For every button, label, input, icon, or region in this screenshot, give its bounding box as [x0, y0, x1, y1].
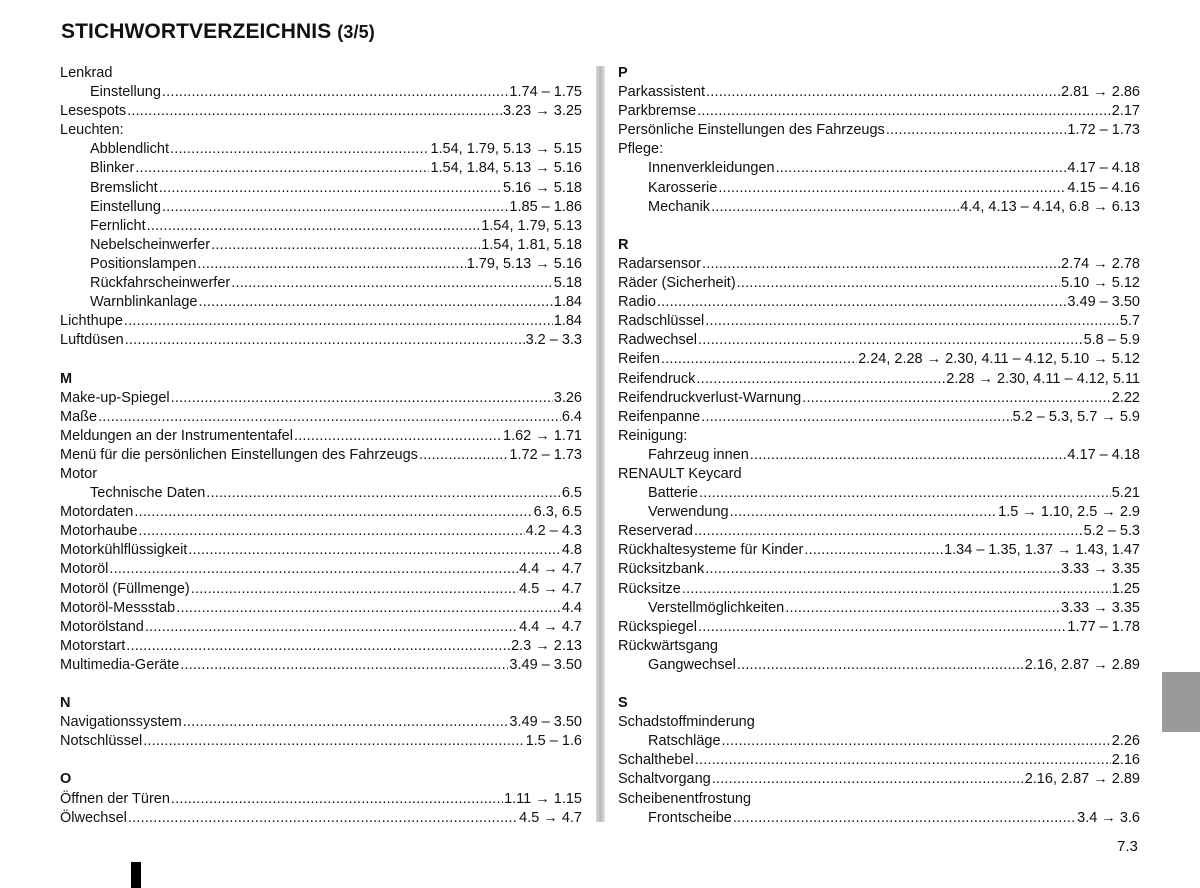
dot-leader [147, 217, 481, 236]
index-page-refs: 3.2 – 3.3 [525, 332, 582, 349]
index-entry [60, 580, 582, 599]
index-term: Motor [60, 465, 98, 482]
index-page-refs: 1.62 → 1.71 [503, 427, 582, 444]
index-term: Maße [60, 408, 98, 425]
index-term: Notschlüssel [60, 733, 143, 750]
index-page-refs: 4.4, 4.13 – 4.14, 6.8 → 6.13 [960, 198, 1140, 215]
index-page-refs: 3.33 → 3.35 [1061, 561, 1140, 578]
index-page-refs: 4.15 – 4.16 [1067, 179, 1140, 196]
index-entry [60, 389, 582, 408]
index-entry [60, 121, 582, 140]
dot-leader [776, 159, 1067, 178]
dot-leader [886, 121, 1067, 140]
index-page-refs: 4.5 → 4.7 [519, 580, 582, 597]
section-gap [60, 350, 582, 369]
dot-leader [134, 503, 532, 522]
index-page-refs: 1.85 – 1.86 [509, 198, 582, 215]
index-entry [60, 465, 582, 484]
dot-leader [171, 790, 503, 809]
dot-leader [135, 159, 429, 178]
index-page-refs: 2.16, 2.87 → 2.89 [1024, 656, 1140, 673]
dot-leader [750, 446, 1067, 465]
index-subentry [618, 198, 1140, 217]
index-entry [60, 503, 582, 522]
index-entry [618, 389, 1140, 408]
index-subentry [60, 484, 582, 503]
index-term: Einstellung [90, 84, 161, 101]
index-letter-heading: P [618, 65, 628, 81]
dot-leader [162, 83, 508, 102]
dot-leader [702, 255, 1060, 274]
index-entry [60, 637, 582, 656]
index-term: Pflege: [618, 141, 664, 158]
index-subentry [618, 656, 1140, 675]
index-entry [618, 350, 1140, 369]
index-term: Verstellmöglichkeiten [648, 599, 785, 616]
index-term: Positionslampen [90, 255, 197, 272]
dot-leader [126, 637, 510, 656]
dot-leader [183, 713, 509, 732]
index-letter-heading: N [60, 695, 71, 712]
index-entry [618, 790, 1140, 809]
index-page-refs: 2.74 → 2.78 [1061, 255, 1140, 272]
index-entry [618, 751, 1140, 770]
dot-leader [712, 770, 1024, 789]
index-page-refs: 6.3, 6.5 [533, 504, 582, 521]
index-page-refs: 1.34 – 1.35, 1.37 → 1.43, 1.47 [944, 542, 1140, 559]
index-term: Radarsensor [618, 255, 702, 272]
dot-leader [125, 331, 525, 350]
index-entry [618, 618, 1140, 637]
index-column-right [618, 64, 1140, 828]
index-entry [618, 102, 1140, 121]
index-subentry [60, 293, 582, 312]
index-term: Schaltvorgang [618, 771, 711, 788]
index-page-refs: 3.49 – 3.50 [509, 656, 582, 673]
dot-leader [159, 179, 502, 198]
index-term: Reifen [618, 351, 660, 368]
index-entry [618, 274, 1140, 293]
index-page-refs: 3.49 – 3.50 [509, 714, 582, 731]
dot-leader [737, 274, 1060, 293]
index-term: Einstellung [90, 198, 161, 215]
index-page-refs: 2.26 [1111, 733, 1140, 750]
index-subentry [618, 599, 1140, 618]
index-term: Radschlüssel [618, 313, 705, 330]
index-page-refs: 1.54, 1.79, 5.13 [481, 217, 582, 234]
index-page-refs: 1.54, 1.79, 5.13 → 5.15 [430, 141, 582, 158]
dot-leader [294, 427, 502, 446]
index-page-refs: 5.2 – 5.3 [1083, 523, 1140, 540]
dot-leader [696, 370, 945, 389]
index-entry [60, 331, 582, 350]
index-term: Motoröl [60, 561, 109, 578]
print-mark [131, 862, 141, 888]
index-term: Gangwechsel [648, 656, 736, 673]
index-page-refs: 4.5 → 4.7 [519, 809, 582, 826]
index-term: Karosserie [648, 179, 718, 196]
index-subentry [618, 732, 1140, 751]
index-term: Menü für die persönlichen Einstellungen des Fahrzeugs [60, 446, 418, 463]
index-page-refs: 3.26 [553, 389, 582, 406]
index-entry [60, 656, 582, 675]
index-page-refs: 2.22 [1111, 389, 1140, 406]
index-subentry [618, 446, 1140, 465]
index-term: Radio [618, 294, 656, 311]
page-title-text: STICHWORTVERZEICHNIS [61, 20, 332, 43]
chapter-tab [1162, 672, 1200, 732]
index-entry [618, 121, 1140, 140]
index-page-refs: 5.21 [1111, 485, 1140, 502]
index-term: Parkassistent [618, 84, 706, 101]
index-subentry [618, 179, 1140, 198]
index-term: Lichthupe [60, 313, 123, 330]
index-page-refs: 1.84 [553, 294, 582, 311]
index-page-refs: 1.5 → 1.10, 2.5 → 2.9 [998, 504, 1140, 521]
index-entry [60, 64, 582, 83]
index-subentry [60, 140, 582, 159]
index-page-refs: 1.54, 1.84, 5.13 → 5.16 [430, 160, 582, 177]
index-page-refs: 2.16 [1111, 752, 1140, 769]
index-page-refs: 5.8 – 5.9 [1083, 332, 1140, 349]
index-subentry [60, 274, 582, 293]
dot-leader [143, 732, 524, 751]
index-term: Frontscheibe [648, 809, 732, 826]
dot-leader [191, 580, 518, 599]
index-entry [618, 637, 1140, 656]
dot-leader [98, 408, 561, 427]
index-entry [60, 102, 582, 121]
index-page-refs: 4.4 [561, 599, 582, 616]
page-title [61, 20, 375, 44]
index-entry [60, 446, 582, 465]
index-subentry [618, 484, 1140, 503]
index-page-refs: 1.11 → 1.15 [504, 790, 582, 807]
index-entry [618, 312, 1140, 331]
index-term: Technische Daten [90, 485, 206, 502]
index-term: Radwechsel [618, 332, 697, 349]
index-entry [618, 427, 1140, 446]
index-term: Blinker [90, 160, 135, 177]
index-entry [60, 732, 582, 751]
index-entry [60, 713, 582, 732]
index-term: Navigationssystem [60, 714, 182, 731]
dot-leader [197, 255, 465, 274]
index-term: Reserverad [618, 523, 693, 540]
index-entry [60, 790, 582, 809]
index-term: Motorölstand [60, 618, 144, 635]
index-entry [618, 522, 1140, 541]
dot-leader [730, 503, 998, 522]
index-term: Motoröl (Füllmenge) [60, 580, 190, 597]
index-entry [60, 618, 582, 637]
index-entry [60, 599, 582, 618]
index-entry [60, 312, 582, 331]
index-term: RENAULT Keycard [618, 465, 742, 482]
index-term: Scheibenentfrostung [618, 790, 752, 807]
dot-leader [176, 599, 561, 618]
index-term: Lenkrad [60, 65, 113, 81]
index-entry [618, 83, 1140, 102]
index-page-refs: 1.79, 5.13 → 5.16 [466, 255, 582, 272]
page-title-part: (3/5) [337, 22, 375, 42]
dot-leader [171, 389, 553, 408]
dot-leader [733, 809, 1076, 828]
index-term: Fernlicht [90, 217, 146, 234]
index-term: Batterie [648, 485, 698, 502]
index-term: Reinigung: [618, 427, 688, 444]
index-term: Persönliche Einstellungen des Fahrzeugs [618, 122, 885, 139]
index-term: Reifendruckverlust-Warnung [618, 389, 802, 406]
dot-leader [231, 274, 553, 293]
dot-leader [737, 656, 1024, 675]
index-term: Rücksitze [618, 580, 681, 597]
index-page-refs: 2.17 [1111, 103, 1140, 120]
index-term: Motordaten [60, 504, 134, 521]
index-term: Rücksitzbank [618, 561, 705, 578]
index-entry [618, 331, 1140, 350]
index-entry [618, 370, 1140, 389]
index-letter-heading: M [60, 370, 73, 387]
index-term: Leuchten: [60, 122, 124, 139]
dot-leader [804, 541, 943, 560]
index-page-refs: 4.4 → 4.7 [519, 561, 582, 578]
column-divider [596, 66, 605, 822]
dot-leader [162, 198, 508, 217]
index-term: Motorstart [60, 637, 126, 654]
dot-leader [698, 331, 1083, 350]
index-page-refs: 4.4 → 4.7 [519, 618, 582, 635]
index-page-refs: 5.2 – 5.3, 5.7 → 5.9 [1012, 408, 1140, 425]
index-term: Abblendlicht [90, 141, 169, 158]
dot-leader [694, 522, 1083, 541]
index-letter-heading: O [60, 771, 72, 788]
dot-leader [206, 484, 561, 503]
index-page-refs: 2.3 → 2.13 [511, 637, 582, 654]
index-page-refs: 4.8 [561, 542, 582, 559]
index-subentry [60, 179, 582, 198]
dot-leader [188, 541, 561, 560]
index-page-refs: 3.49 – 3.50 [1067, 294, 1140, 311]
index-page-refs: 1.84 [553, 313, 582, 330]
index-entry [618, 465, 1140, 484]
index-term: Luftdüsen [60, 332, 124, 349]
index-term: Ölwechsel [60, 809, 127, 826]
index-letter-heading: R [618, 236, 629, 253]
dot-leader [211, 236, 480, 255]
index-page-refs: 1.72 – 1.73 [509, 446, 582, 463]
index-page-refs: 3.4 → 3.6 [1077, 809, 1140, 826]
dot-leader [661, 350, 857, 369]
index-term: Fahrzeug innen [648, 446, 749, 463]
index-term: Schadstoffminderung [618, 714, 755, 731]
index-term: Räder (Sicherheit) [618, 275, 736, 292]
index-term: Ratschläge [648, 733, 721, 750]
index-entry [618, 255, 1140, 274]
dot-leader [722, 732, 1111, 751]
dot-leader [657, 293, 1067, 312]
index-page-refs: 6.4 [561, 408, 582, 425]
index-entry [60, 541, 582, 560]
index-subentry [60, 198, 582, 217]
index-entry [618, 140, 1140, 159]
dot-leader [138, 522, 524, 541]
dot-leader [198, 293, 552, 312]
index-subentry [618, 809, 1140, 828]
index-term: Multimedia-Geräte [60, 656, 180, 673]
index-term: Meldungen an der Instrumententafel [60, 427, 293, 444]
index-term: Innenverkleidungen [648, 160, 775, 177]
dot-leader [682, 580, 1111, 599]
index-page-refs: 3.23 → 3.25 [503, 103, 582, 120]
index-entry [618, 770, 1140, 789]
dot-leader [699, 484, 1111, 503]
index-term: Make-up-Spiegel [60, 389, 170, 406]
dot-leader [698, 618, 1066, 637]
index-page-refs: 2.81 → 2.86 [1061, 84, 1140, 101]
dot-leader [124, 312, 553, 331]
index-term: Nebelscheinwerfer [90, 236, 211, 253]
index-page-refs: 1.5 – 1.6 [525, 733, 582, 750]
index-page-refs: 2.24, 2.28 → 2.30, 4.11 – 4.12, 5.10 → 5.12 [858, 351, 1140, 368]
index-entry [60, 809, 582, 828]
dot-leader [705, 560, 1060, 579]
dot-leader [785, 599, 1060, 618]
index-term: Parkbremse [618, 103, 697, 120]
index-subentry [60, 236, 582, 255]
index-term: Rückspiegel [618, 618, 697, 635]
index-term: Verwendung [648, 504, 729, 521]
section-gap [618, 675, 1140, 694]
index-entry [618, 541, 1140, 560]
index-page-refs: 5.16 → 5.18 [503, 179, 582, 196]
index-entry [618, 580, 1140, 599]
section-gap [618, 217, 1140, 236]
dot-leader [711, 198, 959, 217]
index-page-refs: 5.7 [1119, 313, 1140, 330]
index-subentry [618, 503, 1140, 522]
index-page-refs: 1.74 – 1.75 [509, 84, 582, 101]
index-term: Motoröl-Messstab [60, 599, 176, 616]
index-term: Bremslicht [90, 179, 158, 196]
dot-leader [695, 751, 1111, 770]
index-page-refs: 4.17 – 4.18 [1067, 160, 1140, 177]
index-page-refs: 4.2 – 4.3 [525, 523, 582, 540]
index-page-refs: 2.16, 2.87 → 2.89 [1024, 771, 1140, 788]
index-term: Motorhaube [60, 523, 138, 540]
dot-leader [109, 560, 518, 579]
index-entry [60, 522, 582, 541]
index-term: Reifendruck [618, 370, 696, 387]
index-entry [618, 560, 1140, 579]
dot-leader [706, 83, 1060, 102]
index-page-refs: 6.5 [561, 485, 582, 502]
index-page-refs: 1.54, 1.81, 5.18 [481, 236, 582, 253]
index-letter-heading: S [618, 695, 628, 712]
index-term: Motorkühlflüssigkeit [60, 542, 188, 559]
dot-leader [701, 408, 1011, 427]
dot-leader [419, 446, 509, 465]
index-term: Reifenpanne [618, 408, 701, 425]
page-number: 7.3 [1117, 838, 1138, 855]
index-column-left [60, 64, 582, 828]
index-entry [618, 293, 1140, 312]
index-page-refs: 2.28 → 2.30, 4.11 – 4.12, 5.11 [946, 370, 1140, 387]
dot-leader [170, 140, 429, 159]
dot-leader [705, 312, 1119, 331]
section-gap [60, 751, 582, 770]
index-page-refs: 1.25 [1111, 580, 1140, 597]
index-subentry [60, 159, 582, 178]
dot-leader [697, 102, 1111, 121]
index-term: Warnblinkanlage [90, 294, 198, 311]
index-page-refs: 3.33 → 3.35 [1061, 599, 1140, 616]
index-entry [60, 408, 582, 427]
index-entry [60, 427, 582, 446]
section-gap [60, 675, 582, 694]
index-term: Lesespots [60, 103, 127, 120]
index-subentry [618, 159, 1140, 178]
dot-leader [802, 389, 1111, 408]
index-term: Rückwärtsgang [618, 637, 718, 654]
index-term: Schalthebel [618, 752, 694, 769]
index-page-refs: 1.77 – 1.78 [1067, 618, 1140, 635]
index-page-refs: 5.10 → 5.12 [1061, 275, 1140, 292]
index-subentry [60, 217, 582, 236]
index-term: Öffnen der Türen [60, 790, 170, 807]
dot-leader [180, 656, 508, 675]
index-subentry [60, 255, 582, 274]
index-term: Mechanik [648, 198, 711, 215]
index-term: Rückfahrscheinwerfer [90, 275, 231, 292]
index-page-refs: 5.18 [553, 275, 582, 292]
dot-leader [145, 618, 518, 637]
index-subentry [60, 83, 582, 102]
dot-leader [128, 809, 518, 828]
index-page-refs: 4.17 – 4.18 [1067, 446, 1140, 463]
index-entry [618, 713, 1140, 732]
index-entry [60, 560, 582, 579]
index-term: Rückhaltesysteme für Kinder [618, 542, 804, 559]
index-entry [618, 408, 1140, 427]
dot-leader [127, 102, 502, 121]
index-page-refs: 1.72 – 1.73 [1067, 122, 1140, 139]
dot-leader [718, 179, 1066, 198]
